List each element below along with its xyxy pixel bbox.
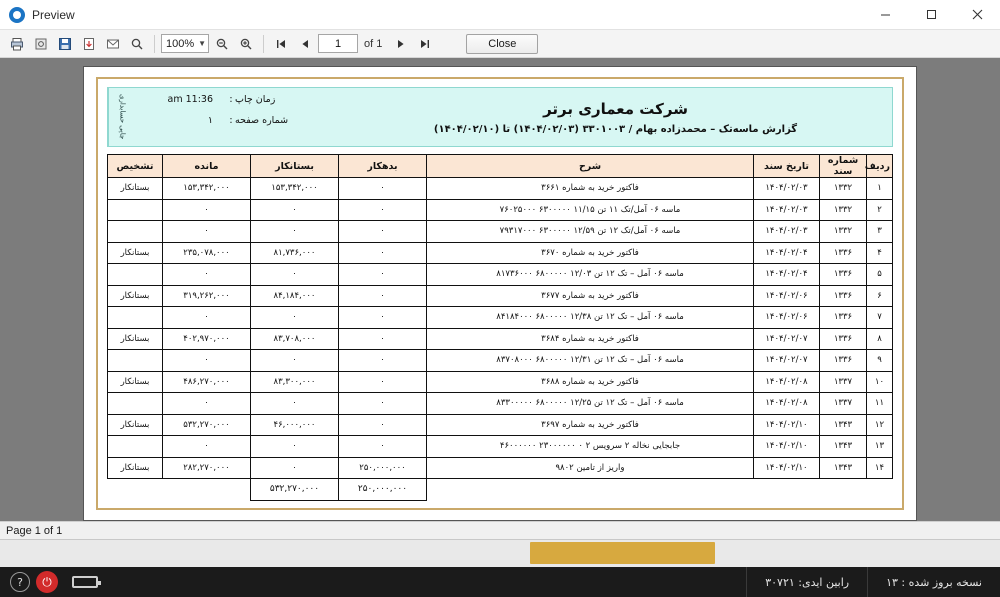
chevron-down-icon: ▼ <box>198 39 206 48</box>
col-header-debit: بدهکار <box>339 155 427 178</box>
maximize-button[interactable] <box>908 0 954 30</box>
cell-row-no: ۱ <box>867 178 893 200</box>
col-header-desc: شرح <box>427 155 754 178</box>
cell-desc: فاکتور خرید به شماره ۳۶۶۱ <box>427 178 754 200</box>
totals-blank-1 <box>867 479 893 501</box>
report-side-label <box>108 88 134 146</box>
table-row <box>108 436 893 458</box>
cell-debit: ۰ <box>339 199 427 221</box>
cell-debit: ۰ <box>339 307 427 329</box>
save-icon[interactable] <box>54 33 76 55</box>
cell-doc-no: ۱۳۴۳ <box>820 436 867 458</box>
meta-page-number <box>138 115 331 126</box>
cell-desc: ماسه ۰۶ آمل – تک ۱۲ تن ۱۲/۳۱ ۶۸۰۰۰۰۰ ۸۳۷۰۸۰۰۰ <box>427 350 754 372</box>
cell-doc-no: ۱۳۳۶ <box>820 350 867 372</box>
help-icon[interactable]: ? <box>10 572 30 592</box>
preview-icon <box>9 7 25 23</box>
footer-spacer <box>98 567 746 597</box>
cell-balance: ۳۱۹,۲۶۲,۰۰۰ <box>163 285 251 307</box>
cell-balance: ۱۵۳,۳۴۲,۰۰۰ <box>163 178 251 200</box>
table-row <box>108 264 893 286</box>
totals-blank-6 <box>108 479 163 501</box>
cell-row-no: ۹ <box>867 350 893 372</box>
cell-debit: ۰ <box>339 178 427 200</box>
table-row <box>108 414 893 436</box>
cell-row-no: ۱۱ <box>867 393 893 415</box>
print-setup-icon[interactable] <box>30 33 52 55</box>
first-page-button[interactable] <box>270 33 292 55</box>
cell-desc: ماسه ۰۶ آمل – تک ۱۲ تن ۱۲/۲۵ ۶۸۰۰۰۰۰ ۸۳۳۰۰۰۰۰ <box>427 393 754 415</box>
table-row <box>108 242 893 264</box>
cell-type <box>108 307 163 329</box>
cell-type: بستانکار <box>108 178 163 200</box>
cell-doc-no: ۱۳۳۷ <box>820 371 867 393</box>
col-header-balance: مانده <box>163 155 251 178</box>
cell-type <box>108 221 163 243</box>
cell-date: ۱۴۰۴/۰۲/۰۸ <box>754 371 820 393</box>
cell-credit: ۴۶,۰۰۰,۰۰۰ <box>251 414 339 436</box>
toolbar-separator-2 <box>263 35 264 53</box>
cell-row-no: ۵ <box>867 264 893 286</box>
cell-row-no: ۱۳ <box>867 436 893 458</box>
cell-type: بستانکار <box>108 414 163 436</box>
table-row <box>108 371 893 393</box>
meta-print-time-value: 11:36 am <box>167 94 213 105</box>
cell-balance: ۵۳۲,۲۷۰,۰۰۰ <box>163 414 251 436</box>
cell-row-no: ۸ <box>867 328 893 350</box>
cell-row-no: ۷ <box>867 307 893 329</box>
cell-desc: ماسه ۰۶ آمل – تک ۱۲ تن ۱۲/۰۳ ۶۸۰۰۰۰۰ ۸۱۷۳۶۰۰۰ <box>427 264 754 286</box>
cell-type <box>108 264 163 286</box>
cell-date: ۱۴۰۴/۰۲/۰۷ <box>754 328 820 350</box>
taskbar-area[interactable] <box>0 540 1000 567</box>
cell-doc-no: ۱۳۳۲ <box>820 221 867 243</box>
meta-colon: : <box>229 94 233 105</box>
totals-debit: ۲۵۰,۰۰۰,۰۰۰ <box>339 479 427 501</box>
cell-credit: ۰ <box>251 457 339 479</box>
cell-credit: ۰ <box>251 436 339 458</box>
cell-desc: جابجایی نخاله ۲ سرویس ۲ ۰ ۲۳۰۰۰۰۰۰ ۴۶۰۰۰۰۰۰ <box>427 436 754 458</box>
cell-doc-no: ۱۳۳۶ <box>820 242 867 264</box>
cell-doc-no: ۱۳۳۶ <box>820 328 867 350</box>
report-header <box>107 87 893 147</box>
toolbar-separator <box>154 35 155 53</box>
zoom-out-icon[interactable] <box>211 33 233 55</box>
page-count-label: of 1 <box>364 37 383 50</box>
totals-credit: ۵۳۲,۲۷۰,۰۰۰ <box>251 479 339 501</box>
cell-debit: ۰ <box>339 436 427 458</box>
cell-date: ۱۴۰۴/۰۲/۰۳ <box>754 199 820 221</box>
col-header-credit: بستانکار <box>251 155 339 178</box>
background-taskbar[interactable] <box>0 539 1000 567</box>
report-header-center <box>339 88 892 146</box>
next-page-button[interactable] <box>390 33 412 55</box>
table-row <box>108 328 893 350</box>
totals-blank-2 <box>820 479 867 501</box>
cell-debit: ۰ <box>339 328 427 350</box>
preview-toolbar <box>0 30 1000 58</box>
cell-credit: ۸۳,۷۰۸,۰۰۰ <box>251 328 339 350</box>
totals-blank-5 <box>163 479 251 501</box>
cell-desc: فاکتور خرید به شماره ۳۶۷۰ <box>427 242 754 264</box>
cell-date: ۱۴۰۴/۰۲/۱۰ <box>754 436 820 458</box>
cell-balance: ۰ <box>163 221 251 243</box>
col-header-date: تاریخ سند <box>754 155 820 178</box>
cell-date: ۱۴۰۴/۰۲/۰۴ <box>754 242 820 264</box>
report-side-label-text: چاپی حسابداری <box>118 94 126 140</box>
cell-credit: ۰ <box>251 221 339 243</box>
meta-page-number-value: ۱ <box>207 115 213 126</box>
cell-credit: ۰ <box>251 264 339 286</box>
status-bar <box>0 521 1000 539</box>
cell-debit: ۲۵۰,۰۰۰,۰۰۰ <box>339 457 427 479</box>
table-row <box>108 457 893 479</box>
page-number-input[interactable]: 1 <box>318 34 358 53</box>
cell-credit: ۸۱,۷۳۶,۰۰۰ <box>251 242 339 264</box>
cell-credit: ۱۵۳,۳۴۲,۰۰۰ <box>251 178 339 200</box>
email-icon[interactable] <box>102 33 124 55</box>
table-totals-row <box>108 479 893 501</box>
cell-row-no: ۶ <box>867 285 893 307</box>
cell-balance: ۰ <box>163 350 251 372</box>
table-row <box>108 307 893 329</box>
cell-type <box>108 436 163 458</box>
zoom-in-icon[interactable] <box>235 33 257 55</box>
cell-desc: ماسه ۰۶ آمل – تک ۱۲ تن ۱۲/۳۸ ۶۸۰۰۰۰۰ ۸۴۱۸۴۰۰۰ <box>427 307 754 329</box>
prev-page-button[interactable] <box>294 33 316 55</box>
cell-balance: ۰ <box>163 393 251 415</box>
cell-balance: ۴۰۲,۹۷۰,۰۰۰ <box>163 328 251 350</box>
report-frame <box>96 77 904 510</box>
cell-desc: فاکتور خرید به شماره ۳۶۸۸ <box>427 371 754 393</box>
cell-row-no: ۱۲ <box>867 414 893 436</box>
print-icon[interactable] <box>6 33 28 55</box>
cell-row-no: ۳ <box>867 221 893 243</box>
cell-desc: ماسه ۰۶ آمل/تک ۱۱ تن ۱۱/۱۵ ۶۳۰۰۰۰۰ ۷۶۰۲۵۰۰۰ <box>427 199 754 221</box>
table-row <box>108 393 893 415</box>
footer-user: رابین ایدی: ۳۰۷۲۱ <box>746 567 867 597</box>
cell-date: ۱۴۰۴/۰۲/۰۷ <box>754 350 820 372</box>
cell-balance: ۰ <box>163 264 251 286</box>
meta-print-time-label: زمان چاپ <box>235 94 276 105</box>
last-page-button[interactable] <box>414 33 436 55</box>
col-header-docno: شماره سند <box>820 155 867 178</box>
cell-balance: ۰ <box>163 199 251 221</box>
minimize-button[interactable] <box>862 0 908 30</box>
cell-debit: ۰ <box>339 393 427 415</box>
table-row <box>108 285 893 307</box>
cell-doc-no: ۱۳۴۳ <box>820 414 867 436</box>
cell-row-no: ۱۰ <box>867 371 893 393</box>
totals-blank-4 <box>427 479 754 501</box>
cell-type: بستانکار <box>108 328 163 350</box>
cell-balance: ۲۳۵,۰۷۸,۰۰۰ <box>163 242 251 264</box>
cell-date: ۱۴۰۴/۰۲/۰۶ <box>754 285 820 307</box>
col-header-row: ردیف <box>867 155 893 178</box>
zoom-value: 100% <box>166 37 195 50</box>
report-meta <box>134 88 339 146</box>
cell-debit: ۰ <box>339 242 427 264</box>
report-table-body <box>108 178 893 501</box>
cell-balance: ۴۸۶,۲۷۰,۰۰۰ <box>163 371 251 393</box>
cell-type <box>108 393 163 415</box>
cell-desc: واریز از تامین ۹۸۰۲ <box>427 457 754 479</box>
cell-date: ۱۴۰۴/۰۲/۱۰ <box>754 457 820 479</box>
cell-row-no: ۱۴ <box>867 457 893 479</box>
cell-desc: فاکتور خرید به شماره ۳۶۷۷ <box>427 285 754 307</box>
cell-debit: ۰ <box>339 350 427 372</box>
report-page <box>83 66 917 521</box>
cell-desc: فاکتور خرید به شماره ۳۶۸۴ <box>427 328 754 350</box>
cell-date: ۱۴۰۴/۰۲/۰۳ <box>754 178 820 200</box>
cell-desc: ماسه ۰۶ آمل/تک ۱۲ تن ۱۲/۵۹ ۶۳۰۰۰۰۰ ۷۹۳۱۷۰۰۰ <box>427 221 754 243</box>
power-icon[interactable]: ⏻ <box>36 571 58 593</box>
cell-balance: ۲۸۲,۲۷۰,۰۰۰ <box>163 457 251 479</box>
footer-version: نسخه بروز شده : ۱۳ <box>867 567 1000 597</box>
close-preview-button[interactable]: Close <box>466 34 538 54</box>
battery-icon <box>72 576 98 588</box>
cell-date: ۱۴۰۴/۰۲/۰۸ <box>754 393 820 415</box>
report-table-head <box>108 155 893 178</box>
cell-doc-no: ۱۳۳۶ <box>820 285 867 307</box>
meta-colon-2: : <box>229 115 233 126</box>
search-icon[interactable] <box>126 33 148 55</box>
cell-type <box>108 350 163 372</box>
report-title: شرکت معماری برتر <box>543 99 688 118</box>
cell-type: بستانکار <box>108 285 163 307</box>
window-titlebar <box>0 0 1000 30</box>
cell-debit: ۰ <box>339 371 427 393</box>
cell-doc-no: ۱۳۳۷ <box>820 393 867 415</box>
cell-desc: فاکتور خرید به شماره ۳۶۹۷ <box>427 414 754 436</box>
close-button[interactable] <box>954 0 1000 30</box>
col-header-type: تشخیص <box>108 155 163 178</box>
window-title: Preview <box>32 7 75 22</box>
cell-type: بستانکار <box>108 457 163 479</box>
cell-doc-no: ۱۳۳۲ <box>820 178 867 200</box>
cell-type <box>108 199 163 221</box>
cell-doc-no: ۱۳۴۳ <box>820 457 867 479</box>
cell-doc-no: ۱۳۳۶ <box>820 264 867 286</box>
cell-row-no: ۴ <box>867 242 893 264</box>
app-footer <box>0 567 1000 597</box>
cell-date: ۱۴۰۴/۰۲/۰۴ <box>754 264 820 286</box>
table-header-row <box>108 155 893 178</box>
cell-date: ۱۴۰۴/۰۲/۰۳ <box>754 221 820 243</box>
cell-credit: ۰ <box>251 307 339 329</box>
cell-credit: ۸۴,۱۸۴,۰۰۰ <box>251 285 339 307</box>
table-row <box>108 350 893 372</box>
cell-debit: ۰ <box>339 285 427 307</box>
cell-doc-no: ۱۳۳۲ <box>820 199 867 221</box>
table-row <box>108 221 893 243</box>
cell-doc-no: ۱۳۳۶ <box>820 307 867 329</box>
page-status-label: Page 1 of 1 <box>6 524 63 537</box>
cell-type: بستانکار <box>108 242 163 264</box>
totals-blank-3 <box>754 479 820 501</box>
cell-balance: ۰ <box>163 307 251 329</box>
table-row <box>108 199 893 221</box>
document-viewport[interactable] <box>0 58 1000 521</box>
zoom-select[interactable] <box>161 34 209 53</box>
report-subtitle: گزارش ماسه‌تک – محمدزاده بهام / ۳۳۰۱۰۰۳ (۱۴۰۴/۰۲/۰۳) تا (۱۴۰۴/۰۲/۱۰) <box>433 123 798 135</box>
taskbar-active-item[interactable] <box>530 542 715 564</box>
cell-date: ۱۴۰۴/۰۲/۱۰ <box>754 414 820 436</box>
meta-page-number-label: شماره صفحه <box>235 115 289 126</box>
export-icon[interactable] <box>78 33 100 55</box>
cell-credit: ۰ <box>251 199 339 221</box>
cell-debit: ۰ <box>339 221 427 243</box>
cell-credit: ۰ <box>251 350 339 372</box>
report-table <box>107 154 893 501</box>
cell-debit: ۰ <box>339 264 427 286</box>
meta-print-time <box>138 94 331 105</box>
cell-debit: ۰ <box>339 414 427 436</box>
cell-credit: ۸۳,۳۰۰,۰۰۰ <box>251 371 339 393</box>
table-row <box>108 178 893 200</box>
cell-credit: ۰ <box>251 393 339 415</box>
cell-type: بستانکار <box>108 371 163 393</box>
cell-row-no: ۲ <box>867 199 893 221</box>
cell-balance: ۰ <box>163 436 251 458</box>
cell-date: ۱۴۰۴/۰۲/۰۶ <box>754 307 820 329</box>
